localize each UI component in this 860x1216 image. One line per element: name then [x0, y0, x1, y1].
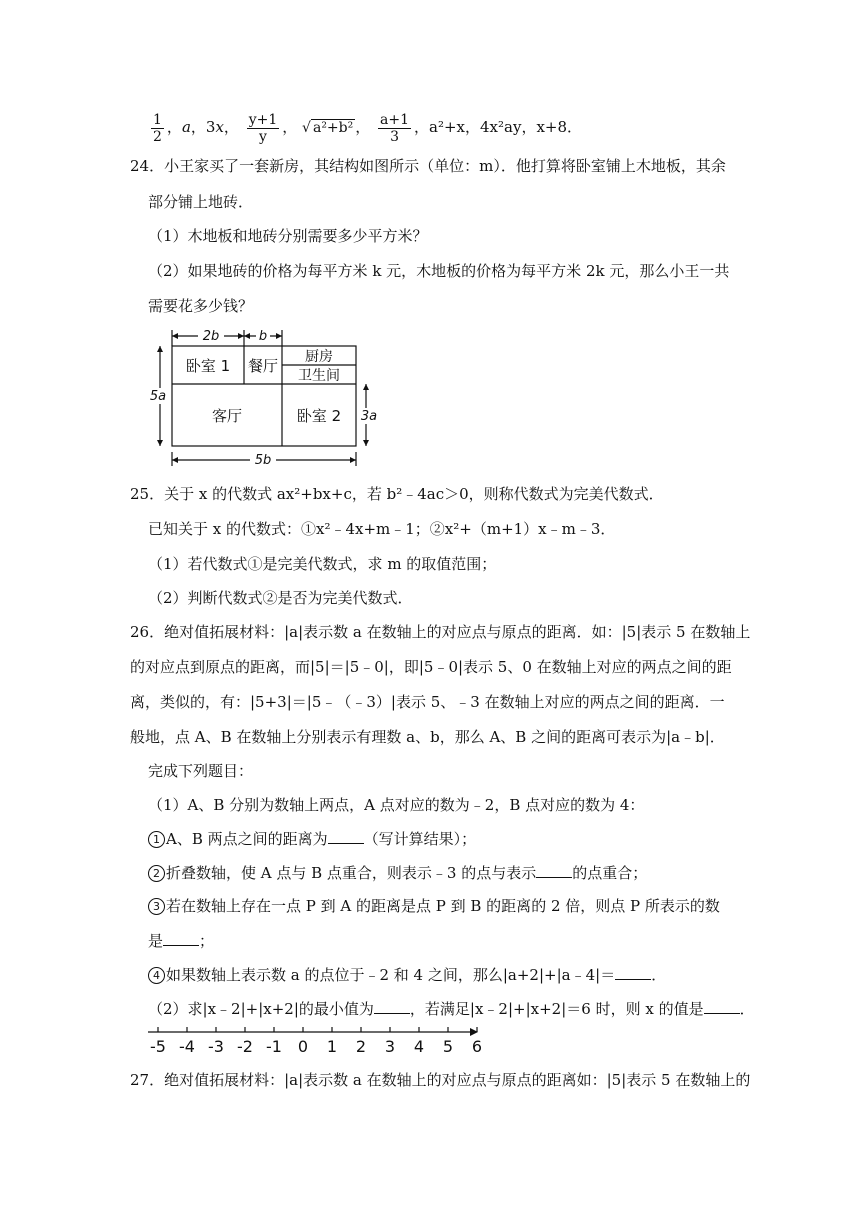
q25-line2: 已知关于 x 的代数式：①x²﹣4x+m﹣1；②x²+（m+1）x﹣m﹣3．	[148, 520, 616, 538]
answer-blank-2[interactable]	[536, 863, 572, 878]
room-dining: 餐厅	[247, 357, 279, 375]
number-line-label: 0	[297, 1037, 309, 1056]
fraction-a-plus-1-over-3: $\frac{a+1}{3}$	[380, 111, 410, 145]
q26-line2: 的对应点到原点的距离，而|5|＝|5﹣0|，即|5﹣0|表示 5、0 在数轴上对应的两点之间的距	[130, 658, 732, 676]
q24-part1: （1）木地板和地砖分别需要多少平方米？	[148, 227, 428, 245]
q24-part2b: 需要花多少钱？	[148, 297, 254, 315]
answer-blank-5[interactable]	[374, 999, 410, 1014]
number-line-label: 3	[384, 1037, 396, 1056]
dim-bottom: 5b	[254, 453, 272, 468]
q26-line4: 般地，点 A、B 在数轴上分别表示有理数 a、b，那么 A、B 之间的距离可表示为|a﹣b|．	[130, 728, 725, 746]
number-line-label: -4	[179, 1037, 195, 1056]
number-line-label: 2	[355, 1037, 367, 1056]
number-line-label: 1	[326, 1037, 338, 1056]
sqrt-expression: √ a²+b²	[302, 120, 354, 136]
floor-plan-diagram	[148, 326, 378, 466]
q26-line3: 离，类似的，有：|5+3|＝|5﹣（﹣3）|表示 5、﹣3 在数轴上对应的两点之间的距离．一	[130, 693, 725, 711]
q26-item4: 4 如果数轴上表示数 a 的点位于﹣2 和 4 之间，那么|a+2|+|a﹣4|＝ ．	[148, 965, 666, 985]
room-kitchen: 厨房	[305, 349, 333, 365]
circled-4: 4	[148, 967, 165, 984]
number-line-label: -2	[237, 1037, 253, 1056]
answer-blank-6[interactable]	[704, 999, 740, 1014]
dim-left: 5a	[149, 389, 167, 404]
answer-blank-3[interactable]	[163, 931, 199, 946]
number-line-label: -1	[266, 1037, 282, 1056]
fraction-one-half: $\frac{1}{2}$	[153, 111, 162, 145]
dim-right: 3a	[360, 409, 378, 424]
dim-top-left: 2b	[202, 329, 220, 344]
q26-item3-cont: 是 ；	[148, 932, 215, 950]
circled-2: 2	[148, 865, 165, 882]
q24-part2a: （2）如果地砖的价格为每平方米 k 元，木地板的价格为每平方米 2k 元，那么小王一共	[148, 262, 730, 280]
answer-blank-4[interactable]	[615, 965, 651, 980]
q26-line5: 完成下列题目：	[148, 762, 254, 780]
q26-item2: 2 折叠数轴，使 A 点与 B 点重合，则表示﹣3 的点与表示 的点重合；	[148, 863, 647, 883]
q24-line1: 24．小王家买了一套新房，其结构如图所示（单位：m）．他打算将卧室铺上木地板，其余	[130, 157, 726, 175]
room-bath: 卫生间	[298, 368, 340, 384]
q27-line1: 27．绝对值拓展材料：|a|表示数 a 在数轴上的对应点与原点的距离如：|5|表示 5 在数轴上的	[130, 1071, 751, 1089]
room-bedroom2: 卧室 2	[296, 407, 342, 425]
room-bedroom1: 卧室 1	[185, 357, 231, 375]
q26-sub1: （1）A、B 分别为数轴上两点，A 点对应的数为﹣2，B 点对应的数为 4：	[148, 796, 645, 814]
dim-top-mid: b	[258, 329, 268, 344]
q25-part2: （2）判断代数式②是否为完美代数式．	[148, 589, 413, 607]
circled-1: 1	[148, 831, 165, 848]
circled-3: 3	[148, 898, 165, 915]
number-line-label: -5	[150, 1037, 166, 1056]
room-living: 客厅	[211, 407, 243, 425]
q26-item3: 3 若在数轴上存在一点 P 到 A 的距离是点 P 到 B 的距离的 2 倍，则点 P 所表示的数	[148, 896, 720, 916]
expression-row: $\frac{1}{2}$ ，a，3x， $\frac{y+1}{y}$ ， √ a²+b² ， $\frac{a+1}{3}$ ，a²+x，4x²ay，x+8．	[148, 108, 582, 147]
number-line-label: 4	[413, 1037, 425, 1056]
q26-item1: 1 A、B 两点之间的距离为 （写计算结果）；	[148, 829, 476, 849]
q25-part1: （1）若代数式①是完美代数式，求 m 的取值范围；	[148, 555, 497, 573]
number-line-label: 5	[442, 1037, 454, 1056]
q25-line1: 25．关于 x 的代数式 ax²+bx+c，若 b²﹣4ac＞0，则称代数式为完美代数式．	[130, 485, 664, 503]
number-line	[146, 1026, 483, 1056]
q26-sub2: （2）求|x﹣2|+|x+2|的最小值为 ，若满足|x﹣2|+|x+2|＝6 时，则 x 的值是 ．	[148, 1000, 755, 1018]
number-line-label: 6	[471, 1037, 483, 1056]
answer-blank-1[interactable]	[328, 829, 364, 844]
number-line-label: -3	[208, 1037, 224, 1056]
q24-line2: 部分铺上地砖．	[148, 193, 254, 211]
q26-line1: 26．绝对值拓展材料：|a|表示数 a 在数轴上的对应点与原点的距离．如：|5|表示 5 在数轴上	[130, 623, 751, 641]
fraction-y-plus-1-over-y: $\frac{y+1}{y}$	[248, 111, 278, 145]
